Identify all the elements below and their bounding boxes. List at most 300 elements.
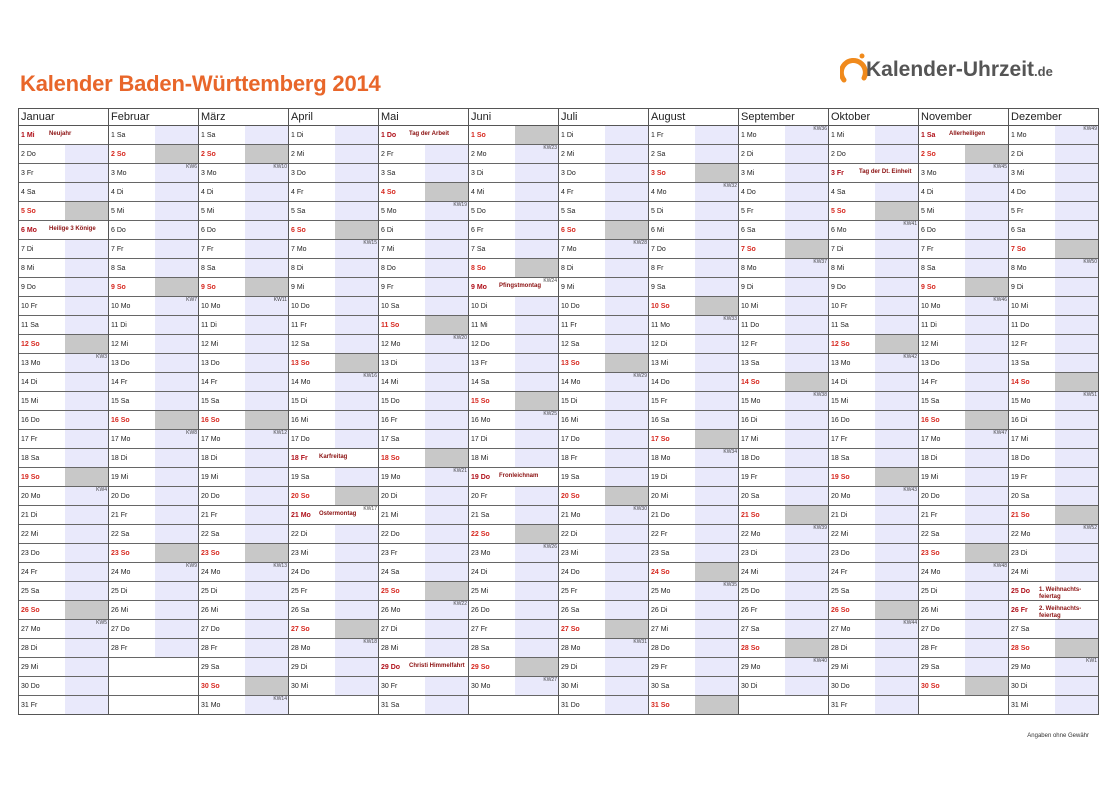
cell-shading [515, 183, 558, 201]
day-cell [379, 335, 468, 354]
day-label: 16 Sa [651, 417, 670, 424]
day-label: 3 Mi [1011, 170, 1025, 177]
day-label: 16 Di [1011, 417, 1028, 424]
day-cell [469, 582, 558, 601]
logo-tld: .de [1034, 64, 1053, 79]
day-cell [379, 202, 468, 221]
day-cell [739, 278, 828, 297]
day-label: 10 Di [471, 303, 488, 310]
cell-shading [515, 620, 558, 638]
day-label: 3 Sa [381, 170, 396, 177]
week-number: KW22 [453, 601, 467, 607]
day-label: 22 Fr [651, 531, 668, 538]
day-cell [739, 164, 828, 183]
cell-shading [605, 221, 648, 239]
day-cell [559, 259, 648, 278]
day-label: 25 Sa [831, 588, 850, 595]
day-label: 29 Mi [21, 664, 39, 671]
day-label: 4 Mi [471, 189, 485, 196]
day-label: 2 Sa [651, 151, 666, 158]
cell-shading [425, 164, 468, 182]
day-cell [469, 449, 558, 468]
cell-shading [245, 354, 288, 372]
day-cell [559, 354, 648, 373]
empty-cell [289, 696, 378, 714]
cell-shading [965, 620, 1008, 638]
cell-shading [785, 411, 828, 429]
day-label: 11 Sa [831, 322, 849, 329]
day-label: 20 So [291, 493, 310, 500]
day-label: 23 Do [21, 550, 40, 557]
day-label: 12 Mi [201, 341, 219, 348]
week-number: KW45 [993, 164, 1007, 170]
day-cell [379, 582, 468, 601]
cell-shading [605, 183, 648, 201]
cell-shading [605, 696, 648, 714]
day-cell [1009, 430, 1098, 449]
day-label: 18 Sa [21, 455, 40, 462]
week-number: KW29 [633, 373, 647, 379]
day-label: 12 Sa [291, 341, 310, 348]
week-number: KW51 [1083, 392, 1097, 398]
month-header: September [739, 109, 828, 126]
day-cell [19, 278, 108, 297]
day-cell [379, 354, 468, 373]
day-cell [109, 506, 198, 525]
day-cell [919, 468, 1008, 487]
day-cell [559, 696, 648, 714]
day-label: 21 Fr [201, 512, 218, 519]
day-label: 18 Fr [291, 455, 308, 462]
day-label: 7 So [741, 246, 756, 253]
day-label: 10 Do [291, 303, 310, 310]
day-cell [379, 468, 468, 487]
day-label: 30 Di [741, 683, 758, 690]
day-cell [1009, 487, 1098, 506]
cell-shading [1055, 411, 1098, 429]
day-cell [1009, 639, 1098, 658]
week-number: KW38 [813, 392, 827, 398]
day-cell [19, 544, 108, 563]
day-cell [19, 392, 108, 411]
day-cell [559, 126, 648, 145]
cell-shading [605, 164, 648, 182]
cell-shading [155, 582, 198, 600]
day-label: 17 Fr [21, 436, 38, 443]
day-label: 6 Fr [471, 227, 484, 234]
day-cell [649, 126, 738, 145]
cell-shading [245, 183, 288, 201]
holiday-name: Allerheiligen [949, 131, 986, 137]
empty-cell [109, 696, 198, 714]
cell-shading [695, 487, 738, 505]
cell-shading [155, 392, 198, 410]
holiday-name: Karfreitag [319, 454, 348, 460]
cell-shading [695, 639, 738, 657]
day-cell [199, 145, 288, 164]
day-cell [109, 259, 198, 278]
day-cell [919, 164, 1008, 183]
cell-shading [965, 639, 1008, 657]
day-cell [1009, 297, 1098, 316]
day-cell [469, 677, 558, 696]
day-cell [199, 259, 288, 278]
day-label: 27 Sa [1011, 626, 1030, 633]
day-cell [199, 506, 288, 525]
day-label: 11 Di [201, 322, 217, 329]
day-label: 30 Do [831, 683, 850, 690]
day-label: 19 Mo [381, 474, 401, 481]
cell-shading [425, 582, 468, 600]
day-label: 23 So [111, 550, 130, 557]
day-cell [1009, 145, 1098, 164]
day-cell [649, 601, 738, 620]
month-column [648, 109, 738, 714]
day-cell [919, 278, 1008, 297]
cell-shading [875, 411, 918, 429]
day-label: 6 Sa [741, 227, 756, 234]
day-cell [109, 240, 198, 259]
cell-shading [245, 392, 288, 410]
day-label: 14 Di [21, 379, 38, 386]
day-cell [559, 544, 648, 563]
day-cell [829, 449, 918, 468]
cell-shading [605, 601, 648, 619]
cell-shading [245, 259, 288, 277]
holiday-name: Fronleichnam [499, 473, 539, 479]
day-label: 16 Fr [381, 417, 398, 424]
day-cell [109, 316, 198, 335]
day-label: 7 Do [651, 246, 666, 253]
day-cell [1009, 677, 1098, 696]
day-cell [649, 411, 738, 430]
day-label: 17 Do [561, 436, 580, 443]
day-label: 25 Sa [21, 588, 40, 595]
day-cell [199, 658, 288, 677]
day-cell [379, 563, 468, 582]
cell-shading [965, 373, 1008, 391]
day-cell [199, 639, 288, 658]
cell-shading [785, 278, 828, 296]
day-cell [199, 297, 288, 316]
day-label: 26 Mi [921, 607, 939, 614]
day-cell [919, 506, 1008, 525]
day-label: 25 Do [741, 588, 760, 595]
day-cell [919, 335, 1008, 354]
day-cell [19, 297, 108, 316]
cell-shading [335, 126, 378, 144]
day-label: 21 So [1011, 512, 1030, 519]
day-label: 17 Fr [831, 436, 848, 443]
week-number: KW46 [993, 297, 1007, 303]
day-cell [649, 373, 738, 392]
day-cell [19, 506, 108, 525]
day-cell [469, 145, 558, 164]
day-label: 1 Di [291, 132, 304, 139]
cell-shading [785, 601, 828, 619]
day-label: 27 So [291, 626, 310, 633]
day-cell [739, 202, 828, 221]
day-cell [1009, 354, 1098, 373]
day-label: 21 Fr [111, 512, 128, 519]
day-label: 23 So [201, 550, 220, 557]
day-cell [919, 639, 1008, 658]
day-cell [919, 430, 1008, 449]
day-cell [649, 620, 738, 639]
cell-shading [695, 544, 738, 562]
week-number: KW20 [453, 335, 467, 341]
month-column [19, 109, 108, 714]
day-label: 22 Sa [921, 531, 940, 538]
cell-shading [965, 278, 1008, 296]
day-cell [649, 145, 738, 164]
week-number: KW23 [543, 145, 557, 151]
week-number: KW48 [993, 563, 1007, 569]
day-label: 8 Do [381, 265, 396, 272]
holiday-name: Neujahr [49, 131, 72, 137]
day-label: 15 So [471, 398, 490, 405]
day-cell [649, 696, 738, 714]
day-cell [109, 639, 198, 658]
cell-shading [785, 430, 828, 448]
cell-shading [245, 449, 288, 467]
cell-shading [1055, 335, 1098, 353]
cell-shading [245, 202, 288, 220]
cell-shading [65, 278, 108, 296]
cell-shading [425, 259, 468, 277]
cell-shading [1055, 639, 1098, 657]
day-cell [289, 164, 378, 183]
day-cell [199, 563, 288, 582]
day-cell [649, 658, 738, 677]
day-label: 31 Mo [201, 702, 221, 709]
day-cell [289, 411, 378, 430]
cell-shading [965, 259, 1008, 277]
day-cell [559, 278, 648, 297]
cell-shading [515, 525, 558, 543]
day-label: 8 So [471, 265, 486, 272]
day-cell [739, 392, 828, 411]
week-number: KW10 [273, 164, 287, 170]
day-cell [289, 221, 378, 240]
day-cell [829, 696, 918, 714]
day-label: 9 Fr [381, 284, 394, 291]
day-cell [379, 392, 468, 411]
cell-shading [335, 164, 378, 182]
day-cell [559, 373, 648, 392]
week-number: KW19 [453, 202, 467, 208]
cell-shading [245, 677, 288, 695]
day-cell [739, 601, 828, 620]
day-cell [289, 487, 378, 506]
day-label: 29 Sa [201, 664, 220, 671]
day-label: 10 Mo [921, 303, 941, 310]
day-cell [1009, 164, 1098, 183]
cell-shading [1055, 316, 1098, 334]
day-label: 19 Sa [291, 474, 310, 481]
day-label: 4 So [381, 189, 396, 196]
day-cell [649, 677, 738, 696]
day-cell [649, 506, 738, 525]
day-cell [559, 392, 648, 411]
day-cell [469, 240, 558, 259]
day-label: 24 Sa [381, 569, 400, 576]
day-cell [739, 563, 828, 582]
cell-shading [155, 278, 198, 296]
cell-shading [695, 373, 738, 391]
day-cell [739, 639, 828, 658]
cell-shading [605, 297, 648, 315]
day-cell [1009, 335, 1098, 354]
day-label: 9 Sa [651, 284, 666, 291]
day-label: 18 So [381, 455, 400, 462]
day-cell [379, 487, 468, 506]
cell-shading [785, 506, 828, 524]
day-cell [109, 126, 198, 145]
cell-shading [425, 373, 468, 391]
cell-shading [875, 601, 918, 619]
empty-cell [109, 677, 198, 696]
day-cell [289, 544, 378, 563]
week-number: KW39 [813, 525, 827, 531]
cell-shading [695, 563, 738, 581]
day-cell [829, 164, 918, 183]
cell-shading [695, 126, 738, 144]
cell-shading [65, 183, 108, 201]
day-label: 29 So [471, 664, 490, 671]
day-label: 16 So [201, 417, 220, 424]
cell-shading [425, 620, 468, 638]
day-label: 16 Mi [291, 417, 309, 424]
day-label: 9 So [111, 284, 126, 291]
day-cell [379, 164, 468, 183]
week-number: KW52 [1083, 525, 1097, 531]
cell-shading [425, 563, 468, 581]
cell-shading [875, 544, 918, 562]
day-label: 5 Mi [921, 208, 935, 215]
day-cell [19, 696, 108, 714]
week-number: KW15 [363, 240, 377, 246]
site-logo[interactable] [840, 48, 1080, 92]
empty-cell [469, 696, 558, 714]
day-cell [739, 411, 828, 430]
cell-shading [245, 601, 288, 619]
day-cell [289, 126, 378, 145]
cell-shading [515, 354, 558, 372]
cell-shading [695, 430, 738, 448]
day-cell [19, 354, 108, 373]
day-label: 25 Di [111, 588, 128, 595]
cell-shading [875, 658, 918, 676]
day-cell [829, 506, 918, 525]
day-cell [199, 620, 288, 639]
month-column [1008, 109, 1098, 714]
cell-shading [155, 506, 198, 524]
day-label: 25 Di [201, 588, 218, 595]
cell-shading [605, 202, 648, 220]
day-cell [19, 677, 108, 696]
day-cell [379, 259, 468, 278]
cell-shading [65, 506, 108, 524]
cell-shading [155, 449, 198, 467]
week-number: KW50 [1083, 259, 1097, 265]
day-label: 14 Mo [291, 379, 311, 386]
day-label: 4 Do [741, 189, 756, 196]
day-label: 6 So [291, 227, 306, 234]
day-label: 1 Sa [111, 132, 126, 139]
cell-shading [695, 145, 738, 163]
day-cell [289, 297, 378, 316]
day-cell [469, 373, 558, 392]
cell-shading [695, 164, 738, 182]
day-cell [559, 145, 648, 164]
day-cell [109, 392, 198, 411]
day-cell [649, 544, 738, 563]
day-label: 4 Fr [561, 189, 574, 196]
day-cell [739, 240, 828, 259]
day-label: 28 Mo [561, 645, 581, 652]
day-cell [739, 506, 828, 525]
cell-shading [875, 525, 918, 543]
cell-shading [155, 373, 198, 391]
day-label: 5 So [831, 208, 846, 215]
day-cell [739, 335, 828, 354]
day-cell [19, 449, 108, 468]
day-cell [739, 259, 828, 278]
day-label: 19 Mi [111, 474, 129, 481]
cell-shading [425, 297, 468, 315]
cell-shading [65, 335, 108, 353]
day-label: 12 Mo [381, 341, 401, 348]
day-cell [109, 221, 198, 240]
week-number: KW25 [543, 411, 557, 417]
cell-shading [965, 335, 1008, 353]
cell-shading [695, 297, 738, 315]
day-cell [649, 240, 738, 259]
day-cell [379, 183, 468, 202]
week-number: KW42 [903, 354, 917, 360]
day-label: 20 Do [921, 493, 940, 500]
week-number: KW13 [273, 563, 287, 569]
day-cell [19, 487, 108, 506]
month-header: Dezember [1009, 109, 1098, 126]
day-label: 10 Mi [741, 303, 759, 310]
day-label: 7 Sa [471, 246, 486, 253]
day-cell [919, 392, 1008, 411]
cell-shading [155, 240, 198, 258]
day-cell [739, 487, 828, 506]
day-label: 11 Fr [561, 322, 577, 329]
cell-shading [875, 639, 918, 657]
cell-shading [695, 525, 738, 543]
day-label: 16 Di [741, 417, 758, 424]
cell-shading [515, 259, 558, 277]
day-label: 23 Di [1011, 550, 1028, 557]
day-label: 28 So [741, 645, 760, 652]
day-label: 23 So [921, 550, 940, 557]
cell-shading [155, 620, 198, 638]
day-label: 19 Mi [921, 474, 939, 481]
cell-shading [425, 278, 468, 296]
day-label: 27 Mi [651, 626, 669, 633]
day-cell [1009, 259, 1098, 278]
week-number: KW5 [96, 620, 107, 626]
day-cell [199, 601, 288, 620]
day-cell [1009, 278, 1098, 297]
day-label: 12 Mi [921, 341, 939, 348]
day-cell [739, 373, 828, 392]
day-label: 14 So [1011, 379, 1030, 386]
